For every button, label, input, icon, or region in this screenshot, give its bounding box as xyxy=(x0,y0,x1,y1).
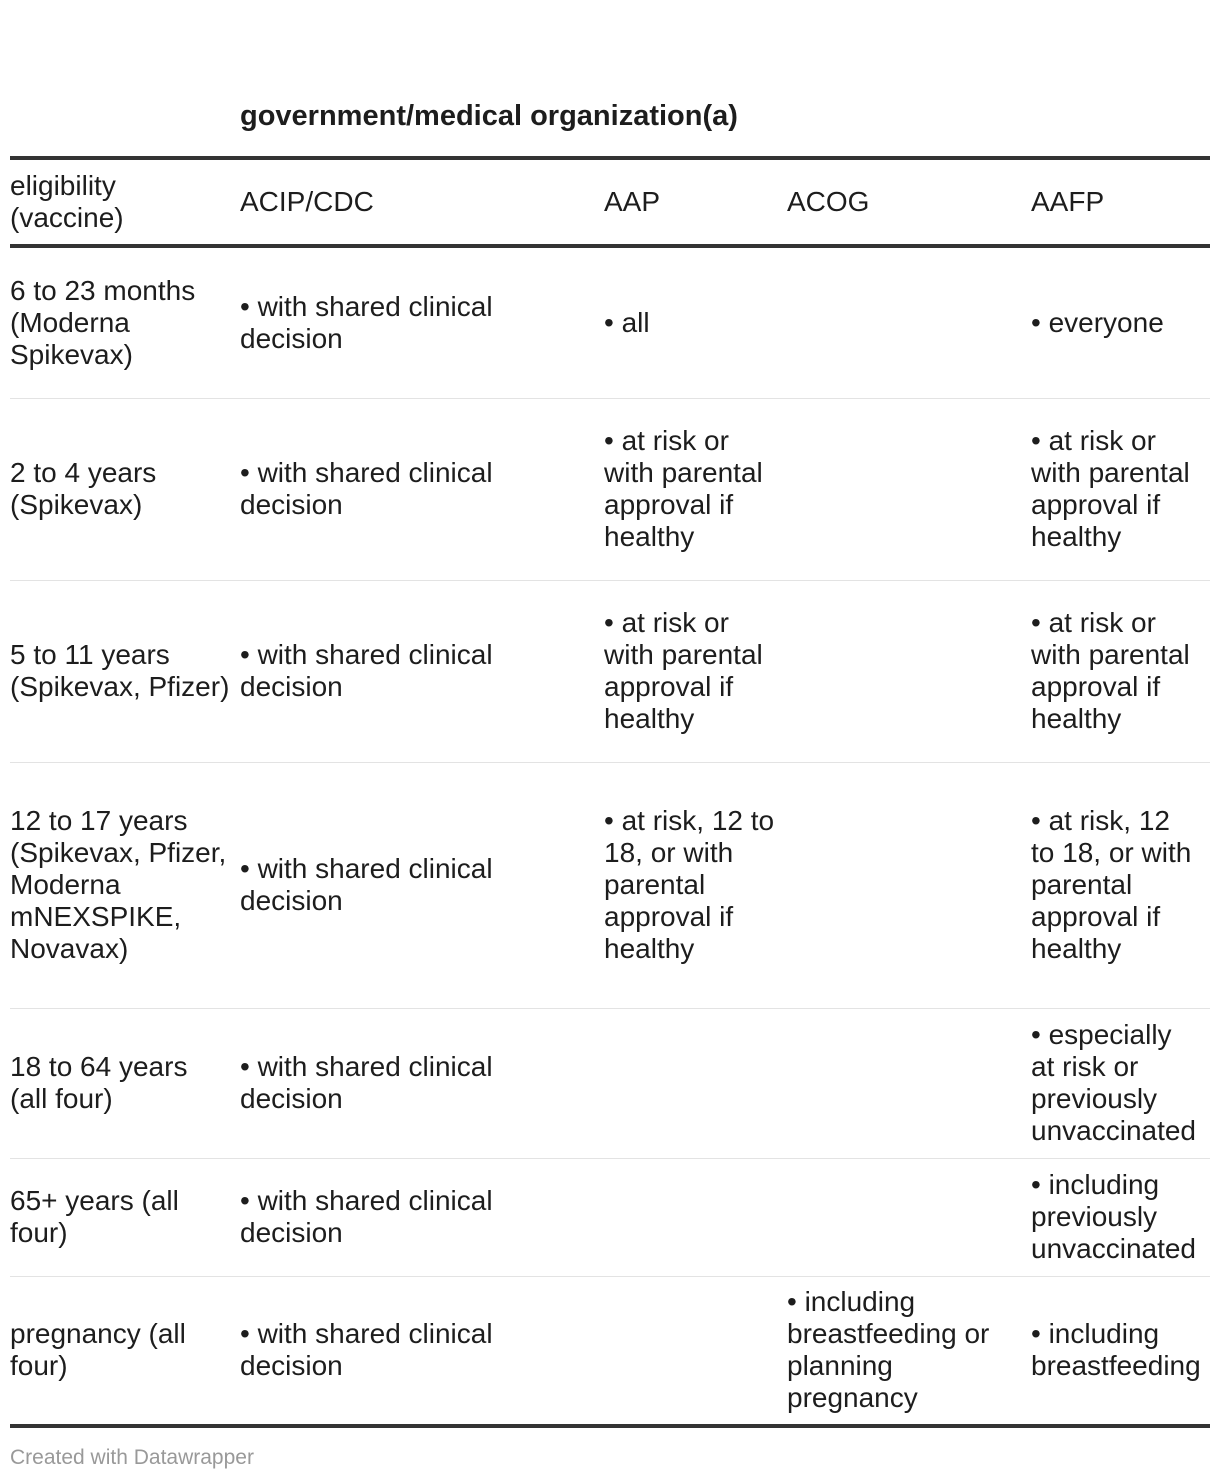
column-header-aafp: AAFP xyxy=(1031,158,1210,246)
cell-aap xyxy=(604,1008,787,1158)
cell-acog xyxy=(787,246,1031,398)
spanner-empty-cell xyxy=(10,0,240,158)
column-header-eligibility: eligibility (vaccine) xyxy=(10,158,240,246)
column-header-row xyxy=(10,158,1210,246)
cell-acip-cdc: • with shared clinical decision xyxy=(240,580,604,762)
cell-aafp: • especially at risk or previously unvaccinated xyxy=(1031,1008,1210,1158)
datawrapper-credit: Created with Datawrapper xyxy=(10,1446,254,1469)
cell-aap xyxy=(604,1276,787,1426)
cell-eligibility: 65+ years (all four) xyxy=(10,1158,240,1276)
cell-acog xyxy=(787,1158,1031,1276)
table-row xyxy=(10,1276,1210,1426)
cell-aap: • at risk or with parental approval if healthy xyxy=(604,398,787,580)
cell-aafp: • at risk or with parental approval if healthy xyxy=(1031,580,1210,762)
cell-acip-cdc: • with shared clinical decision xyxy=(240,246,604,398)
cell-acog xyxy=(787,762,1031,1008)
cell-aafp: • at risk or with parental approval if healthy xyxy=(1031,398,1210,580)
column-header-aap: AAP xyxy=(604,158,787,246)
table-row xyxy=(10,1008,1210,1158)
cell-eligibility: 5 to 11 years (Spikevax, Pfizer) xyxy=(10,580,240,762)
table-row xyxy=(10,246,1210,398)
spanner-header: government/medical organization(a) xyxy=(240,100,738,132)
cell-acip-cdc: • with shared clinical decision xyxy=(240,1276,604,1426)
cell-eligibility: 2 to 4 years (Spikevax) xyxy=(10,398,240,580)
cell-aap: • at risk or with parental approval if healthy xyxy=(604,580,787,762)
cell-aap: • at risk, 12 to 18, or with parental approval if healthy xyxy=(604,762,787,1008)
cell-eligibility: 18 to 64 years (all four) xyxy=(10,1008,240,1158)
cell-aafp: • at risk, 12 to 18, or with parental approval if healthy xyxy=(1031,762,1210,1008)
cell-aafp: • including previously unvaccinated xyxy=(1031,1158,1210,1276)
cell-eligibility: pregnancy (all four) xyxy=(10,1276,240,1426)
cell-eligibility: 6 to 23 months (Moderna Spikevax) xyxy=(10,246,240,398)
cell-aap xyxy=(604,1158,787,1276)
eligibility-table xyxy=(10,0,1210,1428)
spanner-row xyxy=(10,0,1210,158)
table-row xyxy=(10,580,1210,762)
cell-aafp: • everyone xyxy=(1031,246,1210,398)
cell-eligibility: 12 to 17 years (Spikevax, Pfizer, Moderna mNEXSPIKE, Novavax) xyxy=(10,762,240,1008)
table-container xyxy=(10,0,1210,1428)
cell-acip-cdc: • with shared clinical decision xyxy=(240,1158,604,1276)
column-header-acip-cdc: ACIP/CDC xyxy=(240,158,604,246)
cell-acip-cdc: • with shared clinical decision xyxy=(240,1008,604,1158)
cell-acip-cdc: • with shared clinical decision xyxy=(240,398,604,580)
cell-acog: • including breastfeeding or planning pregnancy xyxy=(787,1276,1031,1426)
cell-acog xyxy=(787,580,1031,762)
table-row xyxy=(10,398,1210,580)
cell-acog xyxy=(787,1008,1031,1158)
table-row xyxy=(10,1158,1210,1276)
cell-aafp: • including breastfeeding xyxy=(1031,1276,1210,1426)
cell-aap: • all xyxy=(604,246,787,398)
table-row xyxy=(10,762,1210,1008)
cell-acip-cdc: • with shared clinical decision xyxy=(240,762,604,1008)
column-header-acog: ACOG xyxy=(787,158,1031,246)
cell-acog xyxy=(787,398,1031,580)
